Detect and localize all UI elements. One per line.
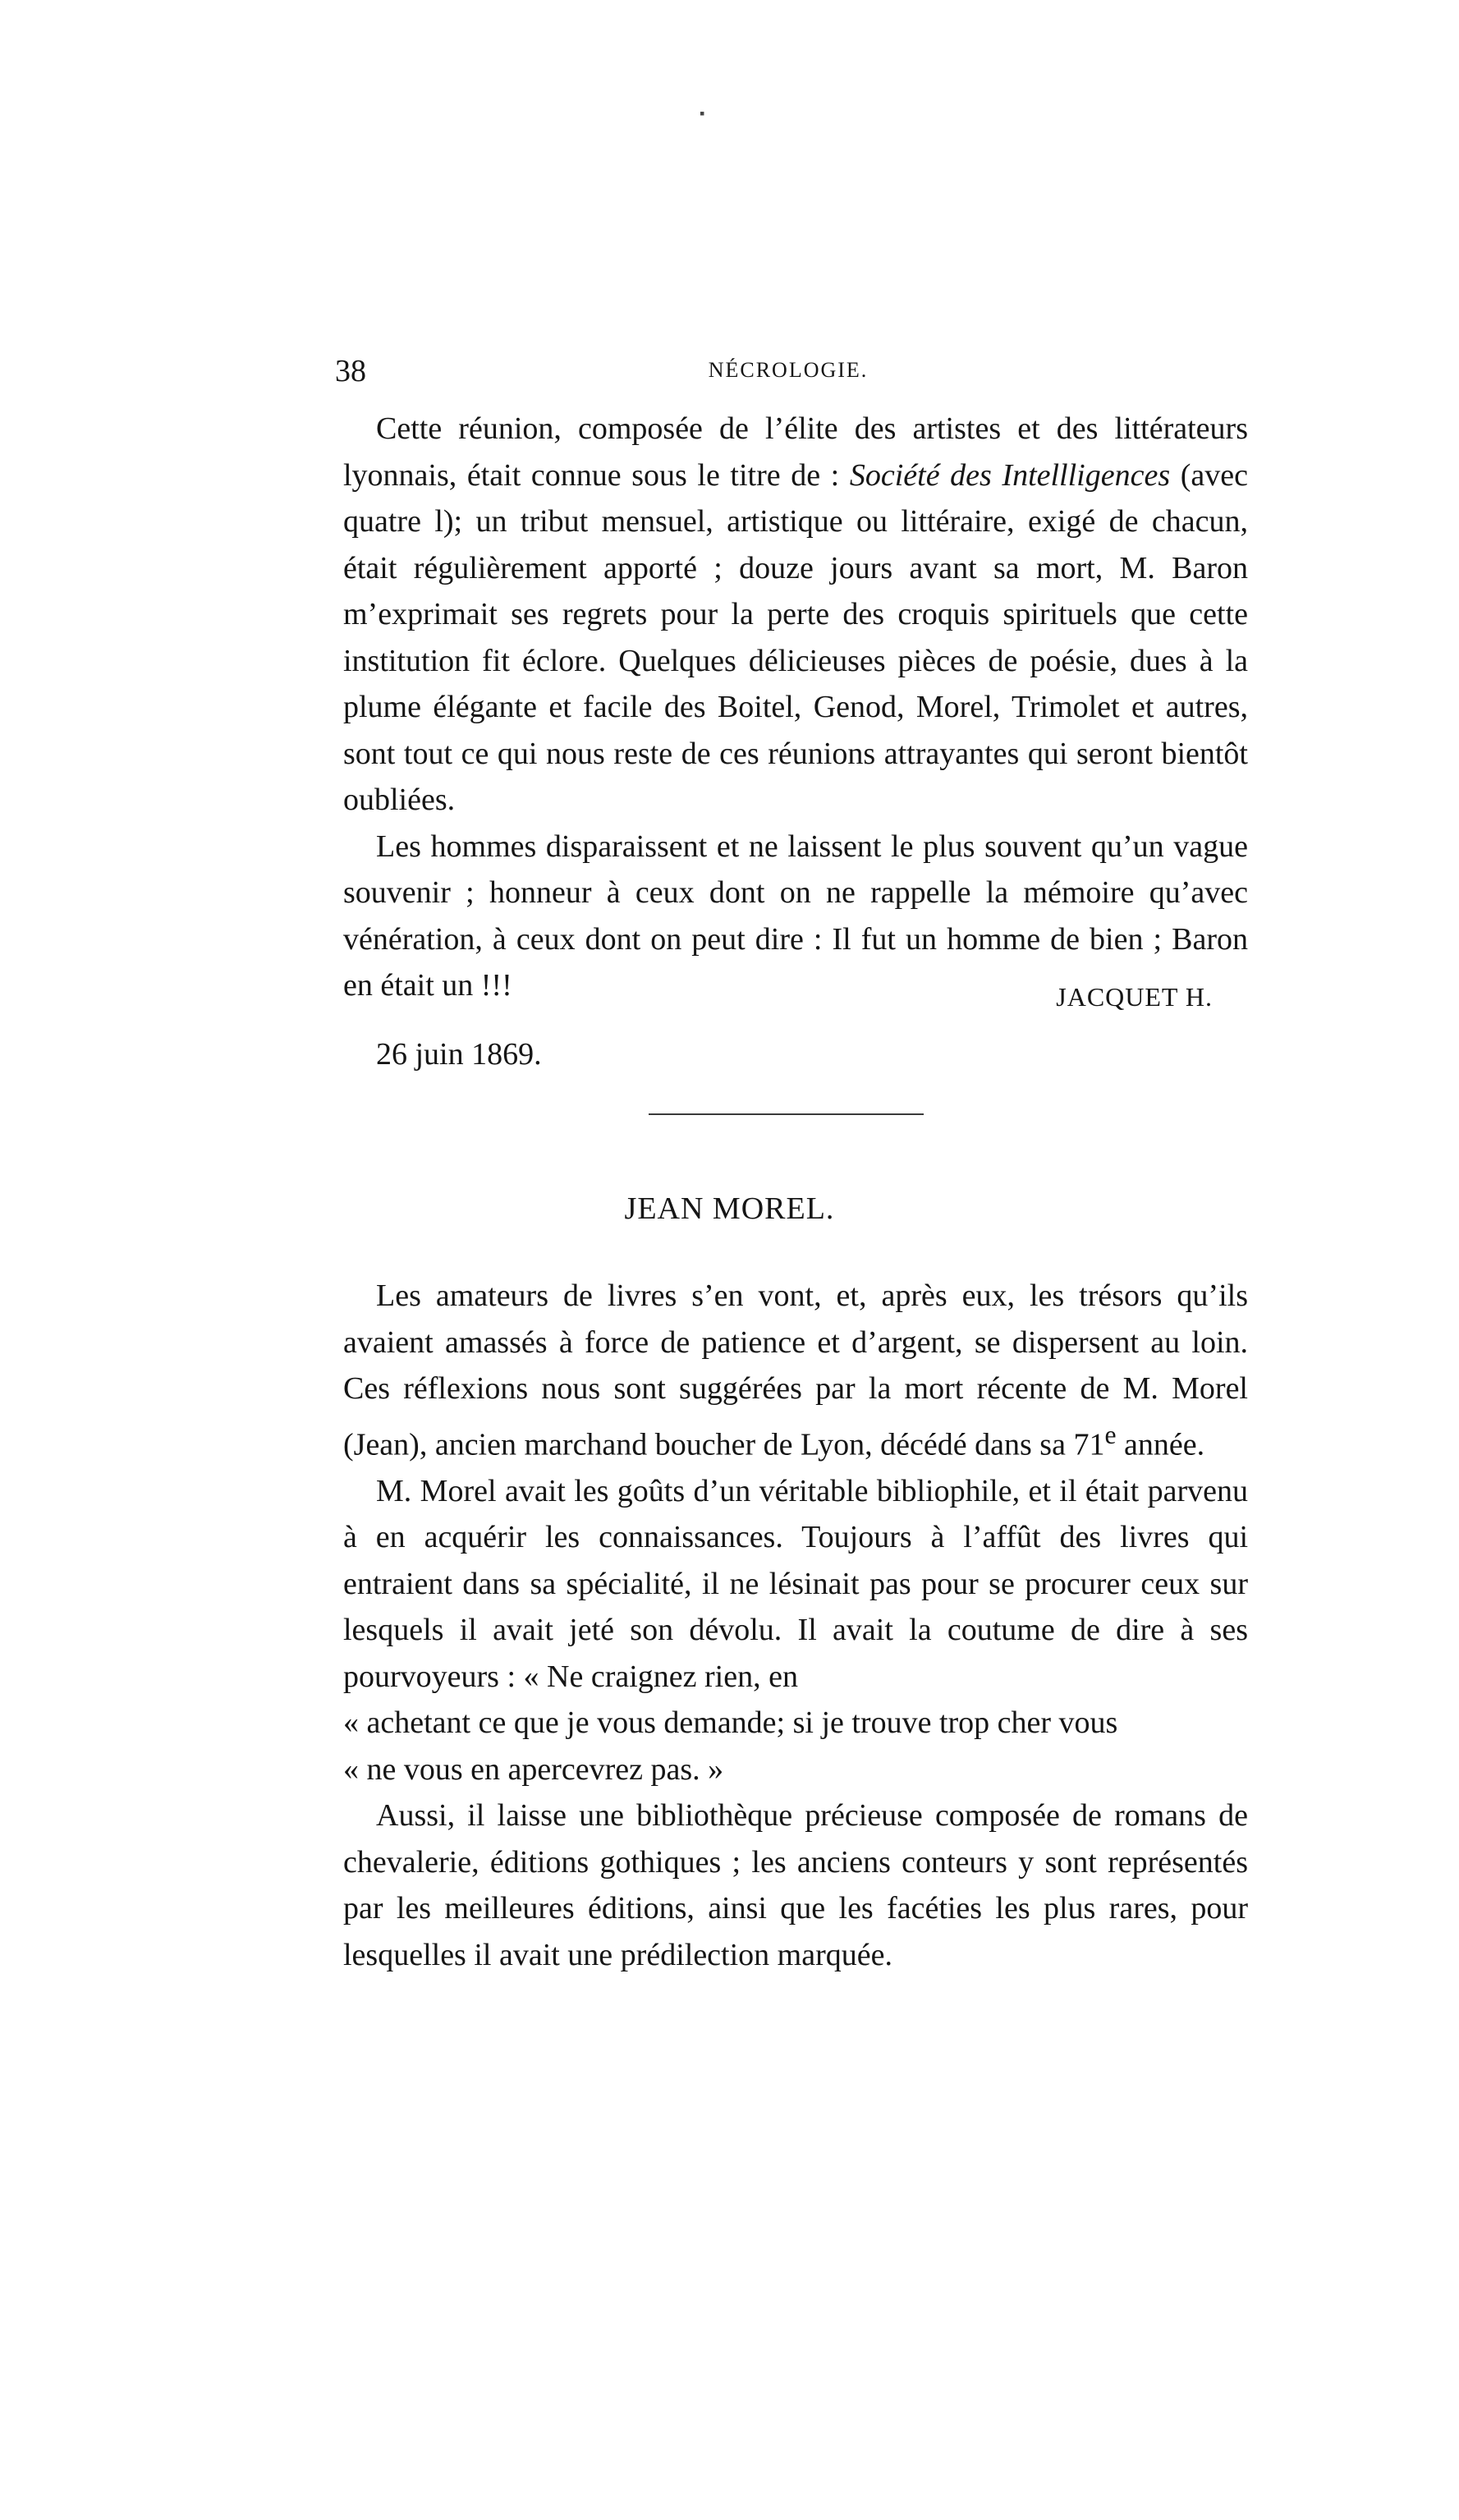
- superscript: e: [1104, 1420, 1117, 1449]
- ornament-mark: ▪: [700, 105, 705, 122]
- paragraph: Cette réunion, composée de l’élite des artistes et des littérateurs lyonnais, était connue sous le titre de : Société des Intellligences (avec quatre l); un tribut mensuel, artistique ou littéraire, exigé de chacun, était régulièrement apporté ; douze jours avant sa mort, M. Baron m’exprimait ses regrets pour la perte des croquis spirituels que cette institution fit éclore. Quelques délicieuses pièces de poésie, dues à la plume élégante et facile des Boitel, Genod, Morel, Trimolet et autres, sont tout ce qui nous reste de ces réunions attrayantes qui seront bientôt oubliées.: [343, 411, 1248, 817]
- first-article-body: [343, 406, 1248, 1009]
- article-date: 26 juin 1869.: [376, 1037, 542, 1072]
- author-signature: JACQUET H.: [1056, 982, 1213, 1012]
- section-divider: [649, 1113, 924, 1115]
- quote-line: « ne vous en apercevrez pas. »: [343, 1751, 724, 1787]
- section-title: JEAN MOREL.: [624, 1191, 835, 1226]
- italic-title: Société des Intellligences: [849, 457, 1171, 493]
- second-article-body: [343, 1273, 1248, 1978]
- running-title: NÉCROLOGIE.: [708, 358, 869, 382]
- page-number: 38: [335, 354, 366, 388]
- running-head: [328, 353, 1248, 394]
- paragraph: Aussi, il laisse une bibliothèque précieuse composée de romans de chevalerie, éditions gothiques ; les anciens conteurs y sont représentés par les meilleures éditions, ainsi que les facéties les plus rares, pour lesquelles il avait une prédilection marquée.: [343, 1798, 1248, 1972]
- paragraph: M. Morel avait les goûts d’un véritable bibliophile, et il était parvenu à en acquérir les connaissances. Toujours à l’affût des livres qui entraient dans sa spécialité, il ne lésinait pas pour se procurer ceux sur lesquels il avait jeté son dévolu. Il avait la coutume de dire à ses pourvoyeurs : « Ne craignez rien, en: [343, 1473, 1248, 1694]
- paragraph: Les amateurs de livres s’en vont, et, après eux, les trésors qu’ils avaient amassés à force de patience et d’argent, se dispersent au loin. Ces réflexions nous sont suggérées par la mort récente de M. Morel (Jean), ancien marchand boucher de Lyon, décédé dans sa 71e année.: [343, 1278, 1248, 1462]
- quote-line: « achetant ce que je vous demande; si je trouve trop cher vous: [343, 1705, 1118, 1741]
- paragraph: Les hommes disparaissent et ne laissent le plus souvent qu’un vague souvenir ; honneur à ceux dont on ne rappelle la mémoire qu’avec vénération, à ceux dont on peut dire : Il fut un homme de bien ; Baron en était un !!!: [343, 829, 1248, 1003]
